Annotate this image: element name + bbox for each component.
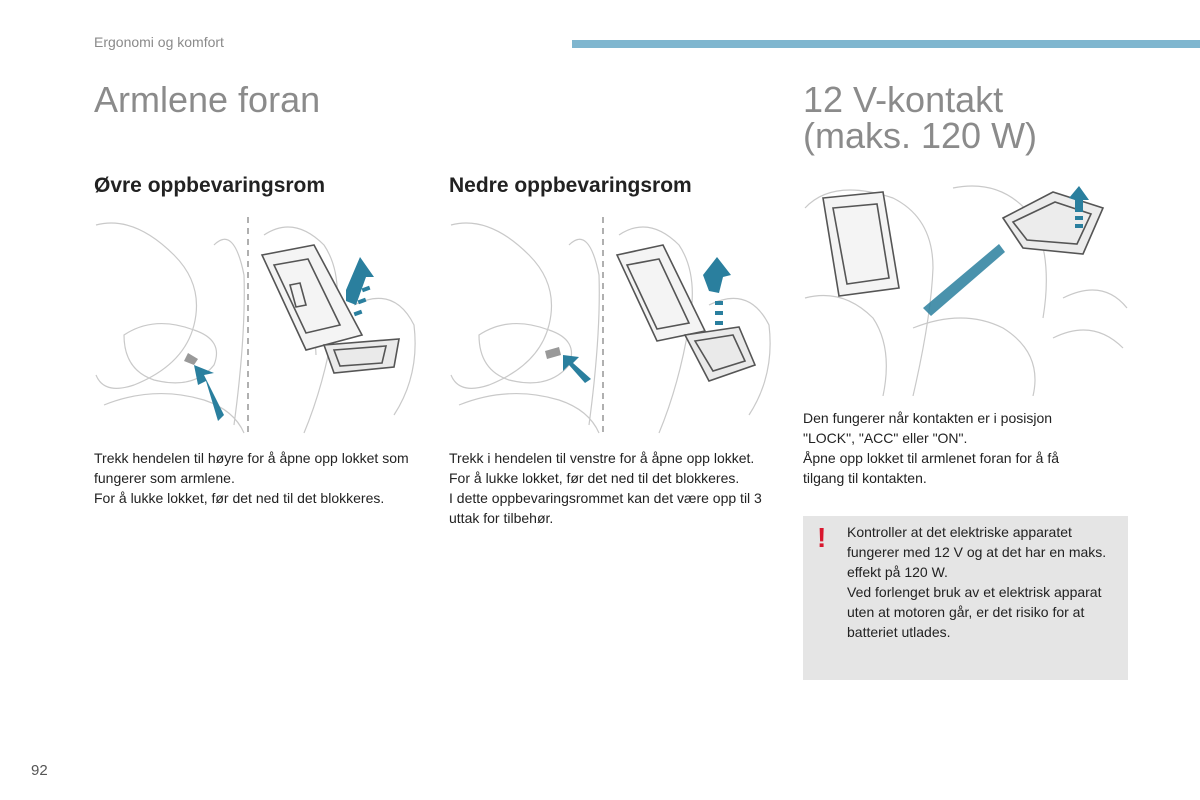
warning-text	[847, 522, 1115, 642]
lower-storage-paragraph: Trekk i hendelen til venstre for å åpne opp lokket.	[449, 450, 755, 466]
socket-paragraph: Den fungerer når kontakten er i posisjon "LOCK", "ACC" eller "ON".	[803, 410, 1053, 446]
upper-storage-heading: Øvre oppbevaringsrom	[94, 174, 326, 197]
upper-storage-text	[94, 448, 424, 508]
upper-storage-paragraph: Trekk hendelen til høyre for å åpne opp lokket som fungerer som armlene.	[94, 450, 409, 486]
socket-paragraph: Åpne opp lokket til armlenet foran for å få tilgang til kontakten.	[803, 450, 1060, 486]
lower-storage-illustration	[449, 215, 775, 435]
lower-storage-paragraph: For å lukke lokket, før det ned til det blokkeres.	[449, 470, 740, 486]
socket-title: 12 V-kontakt (maks. 120 W)	[803, 79, 1038, 156]
exclamation-icon: !	[817, 522, 827, 553]
warning-paragraph: Kontroller at det elektriske apparatet fungerer med 12 V og at det har en maks. effekt på 120 W.	[847, 524, 1107, 580]
power-socket-illustration	[803, 178, 1129, 396]
lower-storage-heading: Nedre oppbevaringsrom	[449, 174, 692, 197]
warning-box	[803, 516, 1128, 680]
header-accent-bar	[572, 40, 1200, 48]
section-label: Ergonomi og komfort	[94, 34, 224, 50]
upper-storage-paragraph: For å lukke lokket, før det ned til det blokkeres.	[94, 490, 385, 506]
socket-text	[803, 408, 1103, 488]
lower-storage-paragraph: I dette oppbevaringsrommet kan det være opp til 3 uttak for tilbehør.	[449, 490, 762, 526]
lower-storage-text	[449, 448, 775, 528]
armrest-title: Armlene foran	[94, 79, 321, 120]
warning-paragraph: Ved forlenget bruk av et elektrisk apparat uten at motoren går, er det risiko for at batteriet utlades.	[847, 584, 1102, 640]
page-number: 92	[31, 762, 48, 779]
upper-storage-illustration	[94, 215, 420, 435]
